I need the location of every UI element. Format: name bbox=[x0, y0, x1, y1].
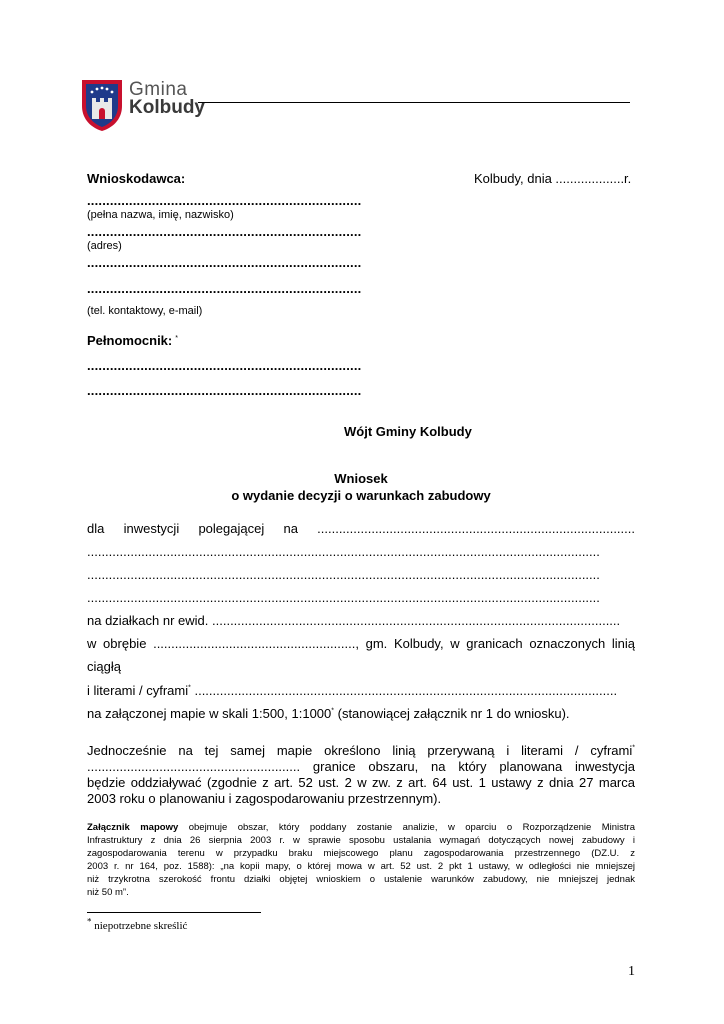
precinct-line: w obrębie ........................................................, gm. Kolbudy, w granicach oznaczonych linią bbox=[87, 636, 635, 651]
proxy-line-1: ........................................................................ bbox=[87, 358, 362, 373]
investment-dots-3: .............................................................................................................................................. bbox=[87, 590, 600, 605]
applicant-address-hint: (adres) bbox=[87, 240, 122, 252]
brand-name-top: Gmina bbox=[129, 79, 188, 100]
footnote-divider bbox=[87, 912, 261, 913]
letters-footnote-mark: * bbox=[188, 684, 191, 692]
proxy-footnote-mark: * bbox=[175, 334, 178, 342]
brand-name-bottom: Kolbudy bbox=[129, 97, 205, 118]
investment-dots-1: .............................................................................................................................................. bbox=[87, 544, 600, 559]
para2-line-3: będzie oddziaływać (zgodnie z art. 52 ust. 2 w zw. z art. 64 ust. 1 ustawy z dnia 27 marca bbox=[87, 775, 635, 790]
investment-dots-2: .............................................................................................................................................. bbox=[87, 567, 600, 582]
applicant-name-hint: (pełna nazwa, imię, nazwisko) bbox=[87, 209, 234, 221]
page-number: 1 bbox=[628, 964, 635, 979]
annex-line-1: Załącznik mapowy obejmuje obszar, który poddany zostanie analizie, w oparciu o Rozporządzenie Ministra bbox=[87, 822, 636, 833]
proxy-label: Pełnomocnik: * bbox=[87, 333, 178, 348]
date-field: Kolbudy, dnia ...................r. bbox=[474, 171, 632, 186]
applicant-contact-hint: (tel. kontaktowy, e-mail) bbox=[87, 305, 203, 317]
footnote-mark: * bbox=[87, 916, 92, 927]
document-title: Wniosek bbox=[334, 471, 388, 486]
proxy-line-2: ........................................................................ bbox=[87, 383, 362, 398]
annex-line-4: 2003 r. nr 164, poz. 1588): „na kopii mapy, o której mowa w art. 52 ust. 2 pkt 1 ustawy, w odległości nie mniejszej bbox=[87, 861, 635, 872]
annex-label: Załącznik mapowy bbox=[87, 822, 179, 833]
investment-line: dla inwestycji polegającej na ........................................................................................ bbox=[87, 521, 635, 536]
addressee: Wójt Gminy Kolbudy bbox=[344, 424, 472, 439]
para2-line-1: Jednocześnie na tej samej mapie określono linią przerywaną i literami / cyframi* bbox=[87, 743, 635, 758]
applicant-extra-line: ........................................................................ bbox=[87, 255, 362, 270]
document-subtitle: o wydanie decyzji o warunkach zabudowy bbox=[231, 488, 491, 503]
applicant-address-line: ........................................................................ bbox=[87, 224, 362, 239]
header-divider bbox=[198, 102, 630, 103]
parcels-line: na działkach nr ewid. ................................................................................................................. bbox=[87, 613, 621, 628]
line-word: ciągłą bbox=[87, 659, 121, 674]
annex-line-3: zagospodarowania terenu w przypadku braku miejscowego planu zagospodarowania przestrzennego (DZ.U. z bbox=[87, 848, 635, 859]
letters-line: i literami / cyframi* ..................................................................................................................... bbox=[87, 683, 618, 698]
scale-footnote-mark: * bbox=[331, 707, 334, 715]
annex-line-5: niż trzykrotna szerokość frontu działki objętej wnioskiem o ustalenie warunków zabudowy, nie mniejszej jednak bbox=[87, 874, 635, 885]
applicant-label: Wnioskodawca: bbox=[87, 171, 186, 186]
para2-line-2: ........................................................... granice obszaru, na który planowana inwestycja bbox=[87, 759, 635, 774]
gmina-kolbudy-logo bbox=[80, 78, 124, 132]
footnote: * niepotrzebne skreślić bbox=[87, 916, 188, 932]
applicant-name-line: ........................................................................ bbox=[87, 193, 362, 208]
para2-line-4: 2003 roku o planowaniu i zagospodarowaniu przestrzennym). bbox=[87, 791, 442, 806]
map-scale-line: na załączonej mapie w skali 1:500, 1:1000* (stanowiącej załącznik nr 1 do wniosku). bbox=[87, 706, 570, 721]
annex-line-6: niż 50 m”. bbox=[87, 887, 129, 898]
applicant-contact-line: ........................................................................ bbox=[87, 281, 362, 296]
annex-line-2: Infrastruktury z dnia 26 sierpnia 2003 r. w sprawie sposobu ustalania wymagań dotyczących nowej zabudowy i bbox=[87, 835, 635, 846]
para2-footnote-mark: * bbox=[632, 744, 635, 752]
